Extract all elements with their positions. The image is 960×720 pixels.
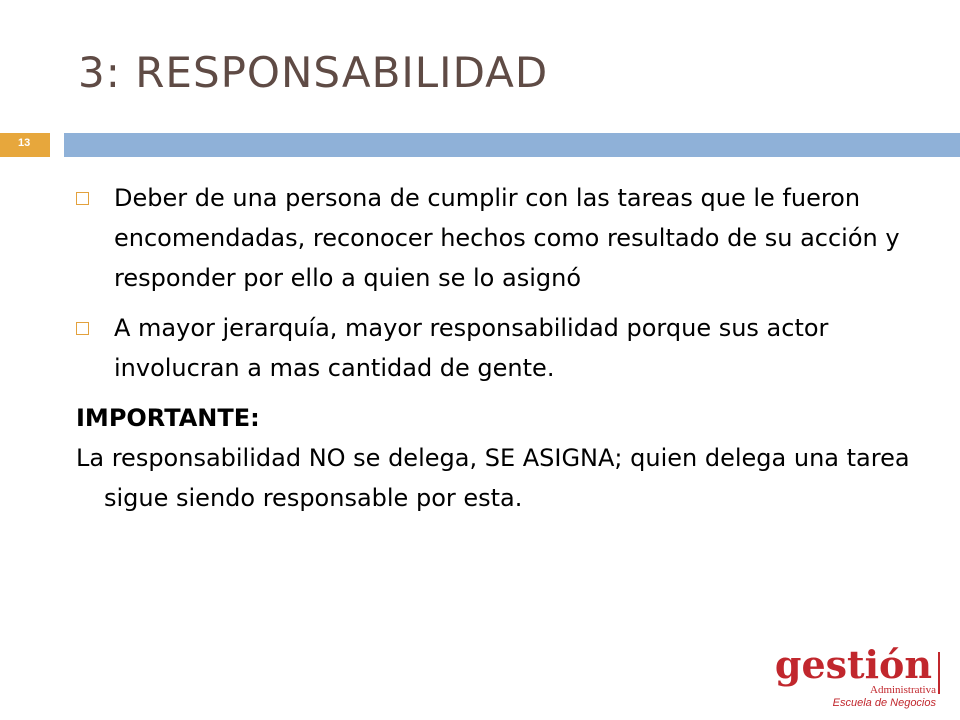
header-bar [64, 133, 960, 157]
bullet-item [76, 308, 926, 388]
square-bullet-icon [76, 322, 89, 335]
slide-number: 13 [18, 137, 31, 149]
logo-subtitle: Administrativa [870, 684, 936, 696]
square-bullet-icon [76, 192, 89, 205]
slide-number-badge [0, 133, 50, 157]
logo-tagline: Escuela de Negocios [832, 697, 936, 709]
logo-divider [938, 652, 940, 694]
slide-title: 3: RESPONSABILIDAD [78, 48, 549, 97]
gestion-logo [774, 642, 948, 712]
important-heading: IMPORTANTE: [76, 404, 260, 432]
important-paragraph: La responsabilidad NO se delega, SE ASIGNA; quien delega una tarea sigue siendo responsable por esta. [76, 444, 910, 512]
logo-word: gestión [774, 642, 932, 687]
bullet-text: Deber de una persona de cumplir con las tareas que le fueron encomendadas, reconocer hechos como resultado de su acción y responder por ello a quien se lo asignó [114, 184, 900, 292]
slide-content [76, 178, 926, 518]
bullet-text: A mayor jerarquía, mayor responsabilidad porque sus actor involucran a mas cantidad de gente. [114, 314, 829, 382]
bullet-item [76, 178, 926, 298]
